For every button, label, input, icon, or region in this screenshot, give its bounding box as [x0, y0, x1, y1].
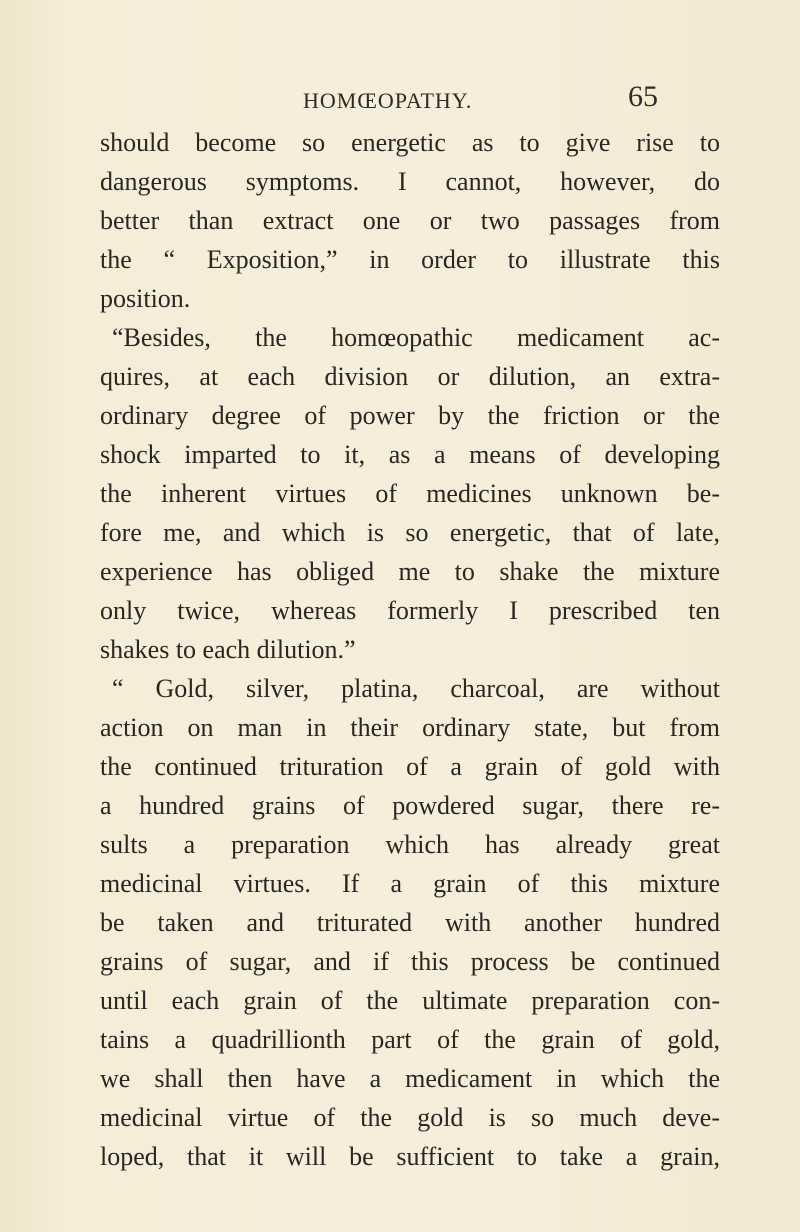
body-text: [100, 123, 720, 1176]
text-line: “Besides, the homœopathic medicament ac-: [112, 323, 720, 352]
text-line: tains a quadrillionth part of the grain of gold,: [100, 1025, 720, 1054]
text-line: until each grain of the ultimate preparation con-: [100, 986, 720, 1015]
text-line: loped, that it will be sufficient to take a grain,: [100, 1142, 720, 1171]
text-line: quires, at each division or dilution, an extra-: [100, 362, 720, 391]
text-line: we shall then have a medicament in which the: [100, 1064, 720, 1093]
text-line: shakes to each dilution.”: [100, 635, 356, 664]
page-number: 65: [628, 80, 658, 113]
text-line: fore me, and which is so energetic, that of late,: [100, 518, 720, 547]
text-line: ordinary degree of power by the friction or the: [100, 401, 720, 430]
text-line: grains of sugar, and if this process be continued: [100, 947, 720, 976]
text-line: should become so energetic as to give rise to: [100, 128, 720, 157]
running-head: HOMŒOPATHY.: [303, 88, 473, 113]
text-line: dangerous symptoms. I cannot, however, do: [100, 167, 720, 196]
text-line: sults a preparation which has already great: [100, 830, 720, 859]
text-line: shock imparted to it, as a means of developing: [100, 440, 720, 469]
text-line: “ Gold, silver, platina, charcoal, are without: [112, 674, 720, 703]
text-line: only twice, whereas formerly I prescribed ten: [100, 596, 720, 625]
text-line: the inherent virtues of medicines unknown be-: [100, 479, 720, 508]
text-line: be taken and triturated with another hundred: [100, 908, 720, 937]
text-line: action on man in their ordinary state, but from: [100, 713, 720, 742]
text-line: the continued trituration of a grain of gold with: [100, 752, 720, 781]
text-line: position.: [100, 284, 191, 313]
text-line: the “ Exposition,” in order to illustrate this: [100, 245, 720, 274]
text-line: better than extract one or two passages from: [100, 206, 720, 235]
text-line: a hundred grains of powdered sugar, there re-: [100, 791, 720, 820]
page-header: [0, 80, 800, 120]
text-line: medicinal virtues. If a grain of this mixture: [100, 869, 720, 898]
text-line: experience has obliged me to shake the mixture: [100, 557, 720, 586]
text-line: medicinal virtue of the gold is so much deve-: [100, 1103, 720, 1132]
